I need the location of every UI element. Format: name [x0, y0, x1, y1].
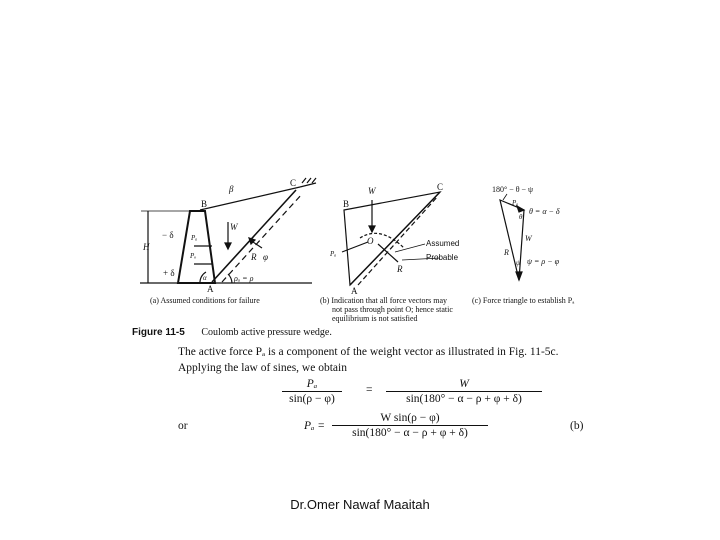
label-b-W: W [368, 186, 376, 196]
eq2-tag: (b) [570, 420, 584, 432]
caption-panel-c: (c) Force triangle to establish Pₐ [472, 296, 575, 305]
label-b-B: B [343, 199, 350, 209]
figure-caption [132, 327, 332, 338]
label-b-probable: Probable [426, 253, 459, 262]
eq2-numerator: W sin(ρ − φ) [332, 412, 488, 426]
eq2-lhs: Pₐ = [304, 420, 326, 432]
label-b-R: R [397, 264, 403, 274]
figure-number: Figure 11-5 [132, 327, 185, 338]
label-c-top-angle: 180° − θ − ψ [492, 185, 534, 194]
label-c-psi-eq: ψ = ρ − φ [527, 257, 560, 266]
eq1-rhs-numerator: W [386, 378, 542, 392]
caption-panel-b [320, 296, 453, 323]
label-a-phi: φ [263, 252, 268, 262]
label-a-minus-delta: − δ [162, 230, 174, 240]
label-a-B: B [201, 199, 208, 209]
label-c-psi: ψ [516, 259, 521, 267]
eq2-denominator: sin(180° − α − ρ + φ + δ) [352, 427, 468, 439]
label-a-H: H [143, 242, 150, 252]
label-a-plus-delta: + δ [163, 268, 175, 278]
author-footer: Dr.Omer Nawaf Maaitah [290, 497, 430, 512]
caption-panel-a: (a) Assumed conditions for failure [150, 296, 260, 305]
label-b-O: O [367, 236, 374, 246]
eq1-rhs-fraction [386, 378, 542, 405]
label-a-Po: Pₒ [190, 252, 197, 260]
eq1-rhs-denominator: sin(180° − α − ρ + φ + δ) [406, 393, 522, 405]
label-b-C: C [437, 182, 444, 192]
eq1-lhs-fraction [282, 378, 342, 405]
panel-a-labels [142, 178, 296, 294]
caption-b-line-3: equilibrium is not satisfied [332, 314, 418, 323]
panel-c-labels [492, 185, 560, 267]
figure-title: Coulomb active pressure wedge. [201, 327, 332, 338]
eq1-equals: = [366, 384, 373, 396]
label-a-W: W [230, 222, 238, 232]
eq2-fraction [332, 412, 488, 439]
label-a-alpha: α [203, 274, 207, 282]
label-a-rho: ρₐ = ρ [234, 274, 254, 283]
eq1-lhs-denominator: sin(ρ − φ) [289, 393, 335, 405]
label-c-R: R [504, 248, 509, 257]
label-a-A: A [207, 284, 214, 294]
label-a-R: R [251, 252, 257, 262]
eq1-lhs-numerator: Pₐ [282, 378, 342, 392]
label-c-theta-eq: θ = α − δ [529, 207, 560, 216]
label-a-beta: β [229, 184, 234, 194]
label-b-A: A [351, 286, 358, 296]
label-b-assumed: Assumed [426, 239, 460, 248]
label-c-W: W [525, 234, 532, 243]
label-a-C: C [290, 178, 297, 188]
label-a-Pa: Pₐ [191, 234, 198, 242]
label-c-Pa: Pₐ [512, 199, 519, 207]
body-paragraph: The active force Pₐ is a component of the weight vector as illustrated in Fig. 11-5c. Applying the law of sines, we obtain [178, 346, 559, 374]
caption-b-line-2: not pass through point O; hence static [332, 305, 453, 314]
label-b-Pa: Pₐ [330, 250, 337, 258]
eq2-or: or [178, 420, 188, 432]
caption-b-line-1: (b) Indication that all force vectors may [320, 296, 448, 305]
label-c-theta: θ [519, 213, 523, 221]
